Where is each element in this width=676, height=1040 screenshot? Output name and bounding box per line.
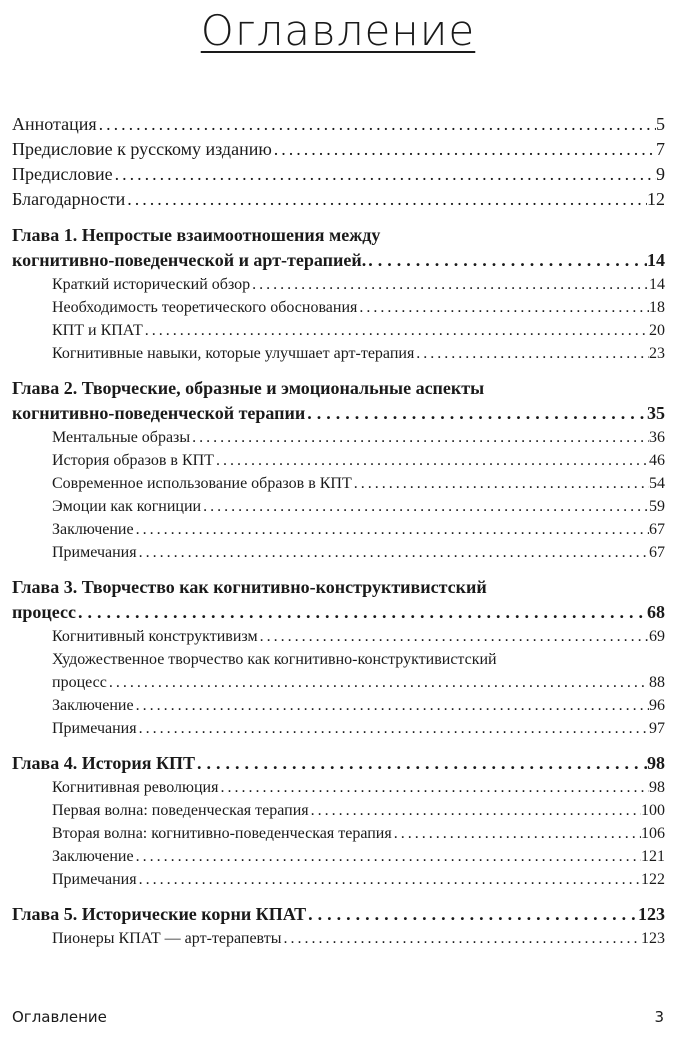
toc-subentry-label: История образов в КПТ: [52, 452, 214, 469]
toc-entry-label: Предисловие к русскому изданию: [12, 139, 272, 159]
toc-subentry[interactable]: [52, 694, 665, 717]
dot-leader: [214, 449, 649, 472]
toc-entry-preface[interactable]: [12, 162, 665, 187]
front-matter: [12, 112, 665, 212]
toc-subentry[interactable]: [52, 776, 665, 799]
toc-subentry[interactable]: [52, 495, 665, 518]
toc-subentry-label: Примечания: [52, 871, 137, 888]
toc-subentry-label: Примечания: [52, 720, 137, 737]
toc-subentry[interactable]: [52, 273, 665, 296]
toc-subentry-label: Заключение: [52, 521, 134, 538]
toc-subentry[interactable]: [52, 845, 665, 868]
toc-subentry[interactable]: [52, 426, 665, 449]
toc-entry-label: Предисловие: [12, 164, 113, 184]
dot-leader: [366, 248, 647, 273]
toc-subentry-page: 96: [649, 697, 665, 714]
chapter-page: 14: [647, 250, 665, 270]
dot-leader: [281, 927, 641, 950]
toc-subentry-page: 121: [641, 848, 665, 865]
dot-leader: [357, 296, 649, 319]
chapter-title-line1: Глава 2. Творческие, образные и эмоциональные аспекты: [12, 378, 485, 398]
toc-subentry-label: Когнитивные навыки, которые улучшает арт-терапия: [52, 345, 415, 362]
toc-subentry[interactable]: [52, 518, 665, 541]
dot-leader: [190, 426, 649, 449]
toc-subentry-page: 100: [641, 802, 665, 819]
chapter-title-line1: Глава 3. Творчество как когнитивно-конструктивистский: [12, 577, 487, 597]
toc-subentry[interactable]: [52, 717, 665, 740]
page-title: [0, 2, 676, 60]
toc-subentry-label: Краткий исторический обзор: [52, 276, 251, 293]
dot-leader: [201, 495, 649, 518]
toc-subentry-label-line1: Художественное творчество как когнитивно-конструктивистский: [52, 651, 497, 668]
toc-entry-label: Благодарности: [12, 189, 126, 209]
toc-subentry-label: Вторая волна: когнитивно-поведенческая терапия: [52, 825, 392, 842]
toc-subentry[interactable]: [52, 868, 665, 891]
dot-leader: [195, 751, 647, 776]
toc-subentry-label: КПТ и КПАТ: [52, 322, 143, 339]
toc-subentry-label: процесс: [52, 674, 107, 691]
toc-subentry-page: 67: [649, 521, 665, 538]
dot-leader: [309, 799, 641, 822]
toc-entry-russian-preface[interactable]: [12, 137, 665, 162]
dot-leader: [137, 868, 641, 891]
toc-subentry-page: 123: [641, 930, 665, 947]
chapter-1: [12, 223, 665, 365]
toc-subentry-page: 18: [649, 299, 665, 316]
chapter-heading[interactable]: [12, 376, 665, 426]
toc-subentry-page: 54: [649, 475, 665, 492]
toc-subentry-page: 106: [641, 825, 665, 842]
toc-subentry[interactable]: [52, 541, 665, 564]
chapter-heading[interactable]: [12, 751, 665, 776]
toc-subentry-page: 88: [649, 674, 665, 691]
toc-entry-label: Аннотация: [12, 114, 97, 134]
toc-subentry-page: 14: [649, 276, 665, 293]
chapter-page: 68: [647, 602, 665, 622]
dot-leader: [306, 902, 638, 927]
toc-subentry-label: Первая волна: поведенческая терапия: [52, 802, 309, 819]
dot-leader: [76, 600, 647, 625]
chapter-subsections: [52, 927, 665, 950]
dot-leader: [107, 671, 649, 694]
toc-subentry-label: Заключение: [52, 697, 134, 714]
toc-subentry-label: Когнитивная революция: [52, 779, 219, 796]
chapter-page: 123: [638, 904, 665, 924]
toc-subentry-page: 122: [641, 871, 665, 888]
chapter-title: Глава 4. История КПТ: [12, 753, 196, 773]
chapter-heading[interactable]: [12, 902, 665, 927]
toc-subentry-page: 67: [649, 544, 665, 561]
toc-subentry-label: Примечания: [52, 544, 137, 561]
chapter-page: 98: [647, 753, 665, 773]
toc-subentry-page: 20: [649, 322, 665, 339]
dot-leader: [97, 112, 656, 137]
dot-leader: [143, 319, 649, 342]
dot-leader: [414, 342, 649, 365]
toc-entry-page: 9: [656, 164, 665, 184]
toc-entry-page: 7: [656, 139, 665, 159]
toc-entry-page: 5: [656, 114, 665, 134]
toc-subentry-page: 59: [649, 498, 665, 515]
chapter-5: [12, 902, 665, 950]
chapter-subsections: [52, 426, 665, 564]
toc-subentry[interactable]: [52, 822, 665, 845]
page-title-text: Оглавление: [200, 6, 476, 55]
toc-subentry-page: 46: [649, 452, 665, 469]
toc-subentry[interactable]: [52, 449, 665, 472]
toc-subentry[interactable]: [52, 648, 665, 694]
toc-subentry-label: Современное использование образов в КПТ: [52, 475, 352, 492]
chapter-title-line2: когнитивно-поведенческой и арт-терапией.: [12, 250, 367, 270]
chapter-subsections: [52, 625, 665, 740]
chapter-title-line1: Глава 1. Непростые взаимоотношения между: [12, 225, 381, 245]
chapter-heading[interactable]: [12, 223, 665, 273]
toc-subentry[interactable]: [52, 319, 665, 342]
dot-leader: [392, 822, 641, 845]
footer-section-title: Оглавление: [12, 1008, 107, 1026]
toc-subentry-page: 97: [649, 720, 665, 737]
toc-subentry[interactable]: [52, 799, 665, 822]
toc-subentry[interactable]: [52, 296, 665, 319]
dot-leader: [134, 694, 649, 717]
toc-subentry-label: Когнитивный конструктивизм: [52, 628, 258, 645]
toc-entry-page: 12: [647, 189, 665, 209]
dot-leader: [137, 541, 649, 564]
dot-leader: [113, 162, 656, 187]
toc-subentry-page: 98: [649, 779, 665, 796]
table-of-contents: [12, 112, 665, 954]
dot-leader: [134, 518, 649, 541]
chapter-title-line2: когнитивно-поведенческой терапии: [12, 403, 306, 423]
chapter-2: [12, 376, 665, 564]
chapter-4: [12, 751, 665, 891]
chapter-title-line2: процесс: [12, 602, 76, 622]
chapter-3: [12, 575, 665, 740]
chapter-heading[interactable]: [12, 575, 665, 625]
toc-subentry-label: Пионеры КПАТ — арт-терапевты: [52, 930, 282, 947]
toc-subentry-page: 23: [649, 345, 665, 362]
dot-leader: [258, 625, 649, 648]
toc-subentry-label: Необходимость теоретического обоснования: [52, 299, 358, 316]
toc-subentry-page: 36: [649, 429, 665, 446]
toc-entry-annotation[interactable]: [12, 112, 665, 137]
dot-leader: [352, 472, 649, 495]
toc-subentry[interactable]: [52, 472, 665, 495]
chapter-title: Глава 5. Исторические корни КПАТ: [12, 904, 307, 924]
toc-subentry-label: Эмоции как когниции: [52, 498, 202, 515]
toc-entry-acknowledgements[interactable]: [12, 187, 665, 212]
dot-leader: [125, 187, 647, 212]
footer-page-number: 3: [654, 1008, 664, 1026]
dot-leader: [250, 273, 649, 296]
dot-leader: [134, 845, 641, 868]
dot-leader: [137, 717, 649, 740]
chapter-subsections: [52, 776, 665, 891]
toc-subentry-label: Ментальные образы: [52, 429, 191, 446]
toc-subentry[interactable]: [52, 927, 665, 950]
toc-subentry-page: 69: [649, 628, 665, 645]
dot-leader: [272, 137, 656, 162]
dot-leader: [218, 776, 649, 799]
chapter-page: 35: [647, 403, 665, 423]
chapter-subsections: [52, 273, 665, 365]
toc-subentry-label: Заключение: [52, 848, 134, 865]
dot-leader: [305, 401, 647, 426]
toc-subentry[interactable]: [52, 342, 665, 365]
toc-subentry[interactable]: [52, 625, 665, 648]
